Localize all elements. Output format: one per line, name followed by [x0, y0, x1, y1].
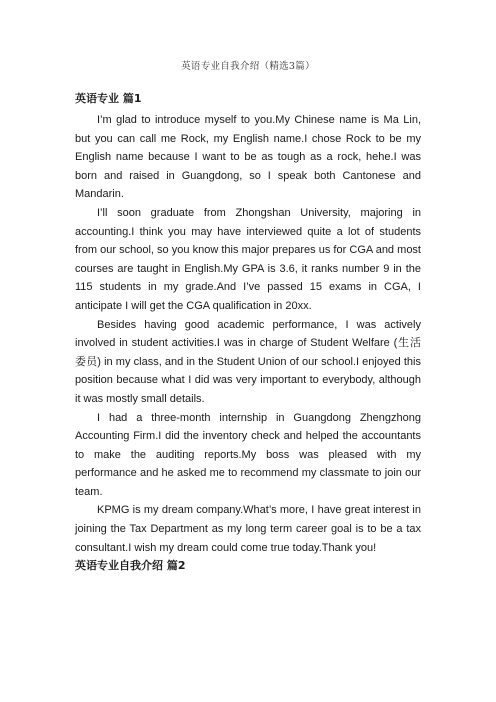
- section-1: [75, 90, 421, 557]
- paragraph: I’ll soon graduate from Zhongshan University, majoring in accounting.I think you may have interviewed quite a lot of students from our school, so you know this major prepares us for CGA and most courses are taught in English.My GPA is 3.6, it ranks number 9 in the 115 students in my grade.And I’ve passed 15 exams in CGA, I anticipate I will get the CGA qualification in 20xx.: [75, 206, 421, 312]
- section-2: [75, 557, 421, 575]
- document-title: 英语专业自我介绍（精选3篇）: [181, 61, 315, 72]
- section-heading: 英语专业自我介绍 篇2: [75, 559, 186, 573]
- paragraph: I had a three-month internship in Guangdong Zhengzhong Accounting Firm.I did the inventory check and helped the accountants to make the auditing reports.My boss was pleased with my performance and he asked me to recommend my classmate to join our team.: [75, 411, 421, 498]
- paragraph: KPMG is my dream company.What’s more, I have great interest in joining the Tax Department as my long term career goal is to be a tax consultant.I wish my dream could come true today.Thank you!: [75, 504, 421, 554]
- paragraph: Besides having good academic performance, I was actively involved in student activities.I was in charge of Student Welfare (生活委员) in my class, and in the Student Union of our school.I enjoyed this position because what I did was very important to everybody, although it was mostly small details.: [75, 318, 421, 405]
- paragraph: I’m glad to introduce myself to you.My Chinese name is Ma Lin, but you can call me Rock, my English name.I chose Rock to be my English name because I want to be as tough as a rock, hehe.I was born and raised in Guangdong, so I speak both Cantonese and Mandarin.: [75, 114, 421, 201]
- section-heading: 英语专业 篇1: [75, 92, 142, 105]
